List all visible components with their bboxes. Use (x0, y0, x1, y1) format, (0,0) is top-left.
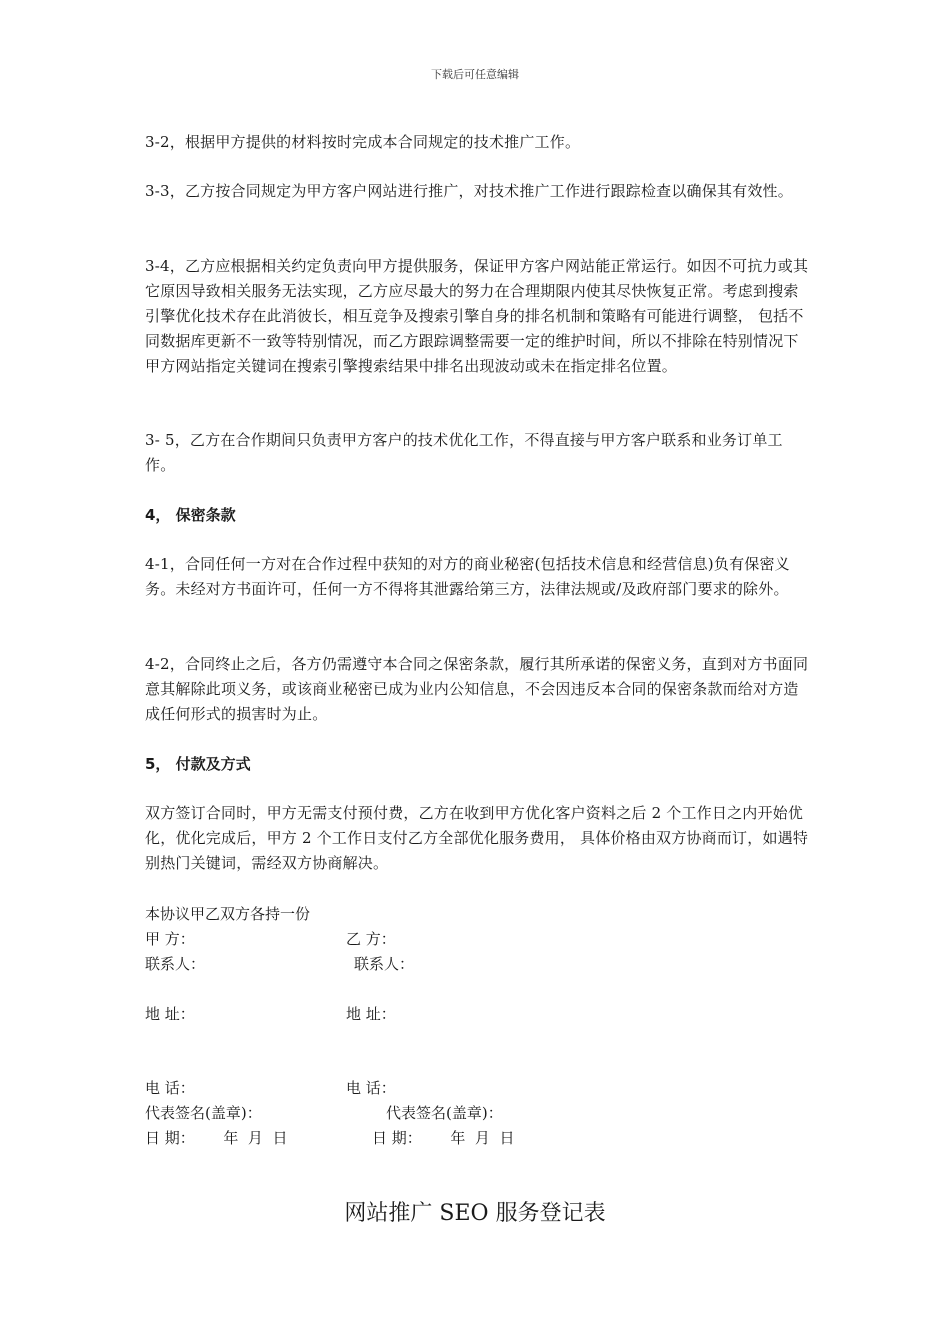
copies-note: 本协议甲乙双方各持一份 (145, 905, 311, 923)
date-a-label: 日 期： 年 月 日 (145, 1129, 288, 1147)
clause-3-3: 3-3，乙方按合同规定为甲方客户网站进行推广，对技术推广工作进行跟踪检查以确保其有效性。 (145, 182, 793, 200)
address-b-label: 地 址： (346, 1005, 396, 1023)
clause-3-5: 3- 5，乙方在合作期间只负责甲方客户的技术优化工作，不得直接与甲方客户联系和业务订单工作。 (145, 431, 783, 474)
date-b-label: 日 期： 年 月 日 (372, 1129, 515, 1147)
party-b-label: 乙 方： (346, 930, 396, 948)
address-a-label: 地 址： (145, 1005, 195, 1023)
section-heading-confidentiality: 4， 保密条款 (145, 506, 236, 524)
contact-a-label: 联系人： (145, 955, 206, 973)
contact-b-label: 联系人： (354, 955, 415, 973)
representative-b-label: 代表签名(盖章)： (386, 1104, 503, 1122)
representative-a-label: 代表签名(盖章)： (145, 1104, 262, 1122)
clause-3-2: 3-2，根据甲方提供的材料按时完成本合同规定的技术推广工作。 (145, 133, 581, 151)
party-a-label: 甲 方： (145, 930, 195, 948)
section-heading-payment: 5， 付款及方式 (145, 755, 251, 773)
next-page-title: 网站推广 SEO 服务登记表 (344, 1201, 606, 1226)
clause-4-1: 4-1，合同任何一方对在合作过程中获知的对方的商业秘密(包括技术信息和经营信息)负有保密义务。未经对方书面许可，任何一方不得将其泄露给第三方，法律法规或/及政府部门要求的除外。 (145, 555, 790, 598)
clause-3-4: 3-4，乙方应根据相关约定负责向甲方提供服务，保证甲方客户网站能正常运行。如因不可抗力或其它原因导致相关服务无法实现，乙方应尽最大的努力在合理期限内使其尽快恢复正常。考虑到搜索引擎优化技术存在此消彼长，相互竞争及搜索引擎自身的排名机制和策略有可能进行调整， 包括不同数据库更新不一致等特别情况，而乙方跟踪调整需要一定的维护时间，所以不排除在特别情况下甲方网站指定关键词在搜索引擎搜索结果中排名出现波动或未在指定排名位置。 (145, 257, 809, 375)
phone-a-label: 电 话： (145, 1079, 195, 1097)
phone-b-label: 电 话： (346, 1079, 396, 1097)
clause-5-payment: 双方签订合同时，甲方无需支付预付费，乙方在收到甲方优化客户资料之后 2 个工作日之内开始优化，优化完成后，甲方 2 个工作日支付乙方全部优化服务费用， 具体价格由双方协商而订，如遇特别热门关键词，需经双方协商解决。 (145, 804, 809, 872)
clause-4-2: 4-2，合同终止之后，各方仍需遵守本合同之保密条款，履行其所承诺的保密义务，直到对方书面同意其解除此项义务，或该商业秘密已成为业内公知信息，不会因违反本合同的保密条款而给对方造成任何形式的损害时为止。 (145, 655, 809, 723)
header-note: 下载后可任意编辑 (431, 68, 519, 81)
